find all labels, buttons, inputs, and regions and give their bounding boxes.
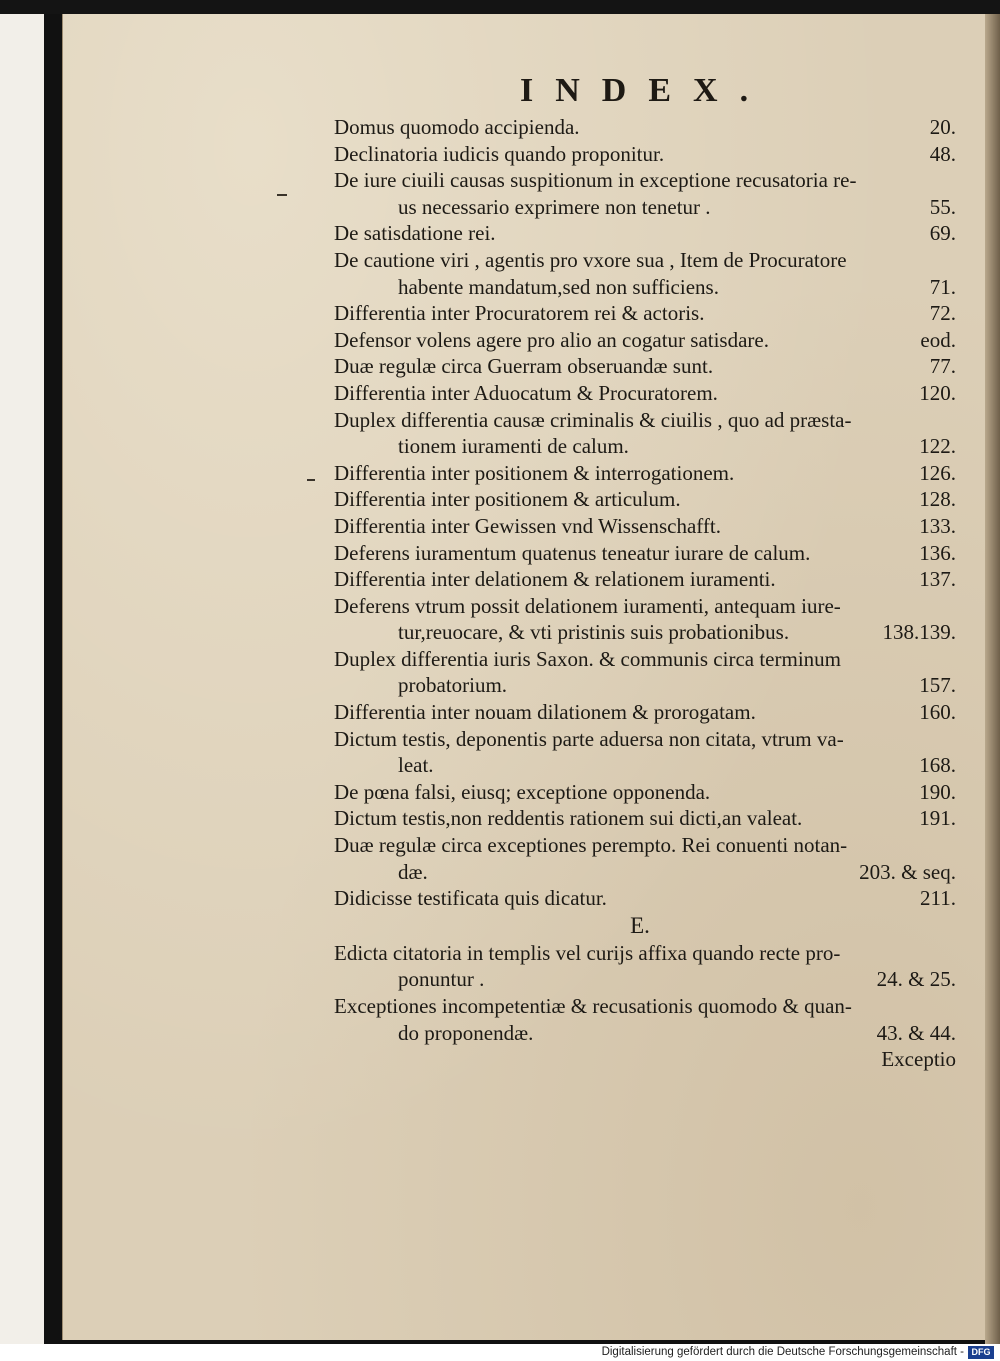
entry-line bbox=[334, 194, 956, 221]
entry-line bbox=[334, 672, 956, 699]
entry-text: ponuntur . bbox=[398, 967, 485, 992]
entry-text: do proponendæ. bbox=[398, 1020, 534, 1045]
entry-text: Differentia inter Procuratorem rei & actoris. bbox=[334, 301, 705, 326]
index-entry bbox=[334, 486, 956, 513]
entry-text: De cautione viri , agentis pro vxore sua , Item de Procuratore bbox=[334, 247, 847, 272]
index-section-d bbox=[334, 114, 956, 912]
entry-page-number: 72. bbox=[929, 301, 956, 326]
entry-line bbox=[334, 593, 956, 620]
entry-line bbox=[334, 966, 956, 993]
entry-page-number: 168. bbox=[919, 753, 956, 778]
entry-page-number: 211. bbox=[920, 886, 956, 911]
entry-line bbox=[334, 247, 956, 274]
entry-line bbox=[334, 752, 956, 779]
index-entry bbox=[334, 566, 956, 593]
entry-line bbox=[334, 167, 956, 194]
index-entry bbox=[334, 353, 956, 380]
entry-line bbox=[334, 274, 956, 301]
entry-text: De iure ciuili causas suspitionum in exceptione recusatoria re- bbox=[334, 168, 857, 193]
entry-page-number: 138.139. bbox=[882, 620, 956, 645]
entry-line bbox=[334, 407, 956, 434]
entry-line bbox=[334, 300, 956, 327]
entry-line bbox=[334, 327, 956, 354]
index-entry bbox=[334, 220, 956, 247]
index-entry bbox=[334, 805, 956, 832]
entry-line bbox=[334, 114, 956, 141]
index-entry bbox=[334, 885, 956, 912]
entry-page-number: 136. bbox=[919, 540, 956, 565]
index-entry bbox=[334, 167, 956, 220]
entry-page-number: 69. bbox=[929, 221, 956, 246]
entry-page-number: 128. bbox=[919, 487, 956, 512]
entry-page-number: 122. bbox=[919, 434, 956, 459]
entry-line bbox=[334, 1020, 956, 1047]
entry-text: Differentia inter Gewissen vnd Wissenschafft. bbox=[334, 513, 721, 538]
entry-text: leat. bbox=[398, 753, 434, 778]
entry-text: Duæ regulæ circa exceptiones perempto. Rei conuenti notan- bbox=[334, 833, 848, 858]
index-entry bbox=[334, 114, 956, 141]
entry-text: Deferens iuramentum quatenus teneatur iurare de calum. bbox=[334, 540, 811, 565]
index-entries bbox=[334, 114, 956, 1073]
entry-text: Declinatoria iudicis quando proponitur. bbox=[334, 141, 665, 166]
entry-page-number: 157. bbox=[919, 673, 956, 698]
entry-line bbox=[334, 779, 956, 806]
entry-line bbox=[334, 832, 956, 859]
index-entry bbox=[334, 513, 956, 540]
entry-text: Domus quomodo accipienda. bbox=[334, 115, 580, 139]
index-entry bbox=[334, 540, 956, 567]
index-entry bbox=[334, 940, 956, 993]
entry-text: Dictum testis, deponentis parte aduersa non citata, vtrum va- bbox=[334, 726, 844, 751]
entry-page-number: 43. & 44. bbox=[876, 1020, 956, 1045]
index-entry bbox=[334, 593, 956, 646]
entry-text: habente mandatum,sed non sufficiens. bbox=[398, 274, 719, 299]
entry-text: De pœna falsi, eiusq; exceptione opponenda. bbox=[334, 779, 711, 804]
entry-line bbox=[334, 859, 956, 886]
entry-line bbox=[334, 699, 956, 726]
entry-line bbox=[334, 619, 956, 646]
entry-page-number: 24. & 25. bbox=[876, 967, 956, 992]
entry-page-number: 126. bbox=[919, 460, 956, 485]
entry-text: probatorium. bbox=[398, 673, 508, 698]
index-entry bbox=[334, 327, 956, 354]
entry-page-number: 48. bbox=[929, 141, 956, 166]
entry-page-number: 77. bbox=[929, 354, 956, 379]
entry-line bbox=[334, 513, 956, 540]
entry-text: Differentia inter nouam dilationem & prorogatam. bbox=[334, 700, 756, 725]
entry-line bbox=[334, 460, 956, 487]
entry-line bbox=[334, 566, 956, 593]
entry-page-number: 71. bbox=[929, 274, 956, 299]
entry-text: Differentia inter positionem & interrogationem. bbox=[334, 460, 735, 485]
entry-text: Exceptiones incompetentiæ & recusationis quomodo & quan- bbox=[334, 994, 852, 1018]
entry-line bbox=[334, 486, 956, 513]
index-entry bbox=[334, 460, 956, 487]
entry-text: tionem iuramenti de calum. bbox=[398, 434, 629, 459]
entry-text: Edicta citatoria in templis vel curijs affixa quando recte pro- bbox=[334, 940, 841, 965]
entry-text: dæ. bbox=[398, 859, 428, 884]
entry-text: tur,reuocare, & vti pristinis suis probationibus. bbox=[398, 620, 790, 645]
entry-line bbox=[334, 540, 956, 567]
entry-text: Differentia inter positionem & articulum. bbox=[334, 487, 681, 512]
entry-text: Defensor volens agere pro alio an cogatur satisdare. bbox=[334, 327, 769, 352]
entry-text: Didicisse testificata quis dicatur. bbox=[334, 886, 607, 911]
entry-page-number: 137. bbox=[919, 567, 956, 592]
entry-page-number: 160. bbox=[919, 700, 956, 725]
entry-text: Duplex differentia causæ criminalis & ciuilis , quo ad præsta- bbox=[334, 407, 852, 432]
entry-line bbox=[334, 940, 956, 967]
margin-mark bbox=[277, 194, 287, 196]
entry-page-number: 120. bbox=[919, 380, 956, 405]
entry-line bbox=[334, 646, 956, 673]
index-entry bbox=[334, 407, 956, 460]
entry-line bbox=[334, 141, 956, 168]
entry-line bbox=[334, 726, 956, 753]
entry-page-number: 203. & seq. bbox=[859, 859, 956, 884]
entry-text: De satisdatione rei. bbox=[334, 221, 496, 246]
margin-mark bbox=[307, 479, 315, 481]
section-letter: E. bbox=[630, 912, 650, 938]
entry-text: Differentia inter delationem & relationem iuramenti. bbox=[334, 567, 776, 592]
index-entry bbox=[334, 380, 956, 407]
entry-line bbox=[334, 805, 956, 832]
page-edge-shadow bbox=[985, 14, 1000, 1344]
index-entry bbox=[334, 646, 956, 699]
entry-line bbox=[334, 380, 956, 407]
entry-page-number: 55. bbox=[929, 194, 956, 219]
entry-line bbox=[334, 885, 956, 912]
index-entry bbox=[334, 699, 956, 726]
entry-text: Duæ regulæ circa Guerram obseruandæ sunt. bbox=[334, 354, 714, 379]
index-entry bbox=[334, 141, 956, 168]
scan-top-border bbox=[0, 0, 1000, 14]
index-entry bbox=[334, 779, 956, 806]
entry-text: us necessario exprimere non tenetur . bbox=[398, 194, 711, 219]
footer-credit: Digitalisierung gefördert durch die Deutsche Forschungsgemeinschaft - bbox=[601, 1346, 964, 1358]
entry-page-number: eod. bbox=[920, 327, 956, 352]
entry-page-number: 190. bbox=[919, 779, 956, 804]
entry-text: Duplex differentia iuris Saxon. & communis circa terminum bbox=[334, 646, 841, 671]
running-head: INDEX. bbox=[520, 72, 771, 109]
entry-page-number: 191. bbox=[919, 806, 956, 831]
entry-line bbox=[334, 993, 956, 1020]
index-entry bbox=[334, 993, 956, 1046]
index-section-e bbox=[334, 940, 956, 1046]
entry-page-number: 133. bbox=[919, 513, 956, 538]
entry-text: Dictum testis,non reddentis rationem sui dicti,an valeat. bbox=[334, 806, 803, 831]
index-entry bbox=[334, 247, 956, 300]
catchword: Exceptio bbox=[881, 1047, 956, 1072]
index-entry bbox=[334, 726, 956, 779]
entry-text: Deferens vtrum possit delationem iuramenti, antequam iure- bbox=[334, 593, 841, 618]
entry-line bbox=[334, 353, 956, 380]
entry-page-number: 20. bbox=[929, 115, 956, 139]
dfg-logo: DFG bbox=[968, 1346, 994, 1359]
index-entry bbox=[334, 300, 956, 327]
index-entry bbox=[334, 832, 956, 885]
entry-line bbox=[334, 433, 956, 460]
entry-text: Differentia inter Aduocatum & Procuratorem. bbox=[334, 380, 718, 405]
entry-line bbox=[334, 220, 956, 247]
